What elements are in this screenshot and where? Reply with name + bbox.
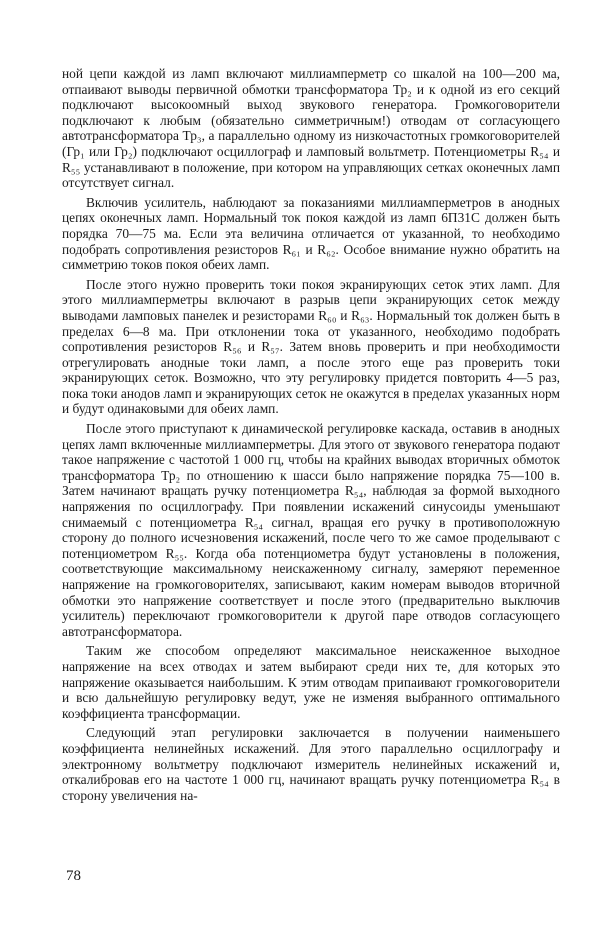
paragraph-4: После этого приступают к динамической регулировке каскада, оставив в анодных цепях ламп включенные миллиамперметры. Для этого от звукового генератора подают такое напряжение с частотой 1 000 гц, чтобы на крайних выводах вторичных обмоток трансформатора Тр₂ по отношению к шасси было напряжение порядка 75—100 в. Затем начинают вращать ручку потенциометра R₅₄, наблюдая за формой выходного напряжения по осциллографу. При появлении искажений синусоиды уменьшают снимаемый с потенциометра R₅₄ сигнал, вращая его ручку в противоположную сторону до полного исчезновения искажений, после чего то же самое проделывают с потенциометром R₅₅. Когда оба потенциометра будут установлены в положения, соответствующие максимальному неискаженному сигналу, замеряют переменное напряжение на громкоговорителях, записывают, каким номерам выводов вторичной обмотки это напряжение соответствует и после этого (предварительно выключив усилитель) переключают громкоговорители к другой паре отводов согласующего автотрансформатора. <box>62 421 560 639</box>
paragraph-5: Таким же способом определяют максимальное неискаженное выходное напряжение на всех отводах и затем выбирают среди них те, для которых это напряжение оказывается наибольшим. К этим отводам припаивают громкоговорители и всю дальнейшую регулировку ведут, уже не изменяя выбранного оптимального коэффициента трансформации. <box>62 643 560 721</box>
page-number: 78 <box>66 868 81 884</box>
paragraph-2: Включив усилитель, наблюдают за показаниями миллиамперметров в анодных цепях оконечных ламп. Нормальный ток покоя каждой из ламп 6П31С должен быть порядка 70—75 ма. Если эта величина отличается от указанной, то необходимо подобрать сопротивления резисторов R₆₁ и R₆₂. Особое внимание нужно обратить на симметрию токов покоя обеих ламп. <box>62 194 560 273</box>
paragraph-3: После этого нужно проверить токи покоя экранирующих сеток этих ламп. Для этого миллиамперметры включают в разрыв цепи экранирующих сеток между выводами ламповых панелек и резисторами R₆₀ и R₆₃. Нормальный ток должен быть в пределах 6—8 ма. При отклонении тока от указанного, необходимо подобрать сопротивления резисторов R₅₆ и R₅₇. Затем вновь проверить и при необходимости отрегулировать анодные токи ламп, а после этого еще раз проверить токи экранирующих сеток. Возможно, что эту регулировку придется повторить 4—5 раз, пока токи анодов ламп и экранирующих сеток не окажутся в пределах указанных норм и будут одинаковыми для обеих ламп. <box>62 276 560 417</box>
body-text <box>62 66 560 807</box>
paragraph-6: Следующий этап регулировки заключается в получении наименьшего коэффициента нелинейных искажений. Для этого параллельно осциллографу и электронному вольтметру подключают измеритель нелинейных искажений и, откалибровав его на частоте 1 000 гц, начинают вращать ручку потенциометра R₅₄ в сторону увеличения на- <box>62 725 560 803</box>
paragraph-1: ной цепи каждой из ламп включают миллиамперметр со шкалой на 100—200 ма, отпаивают выводы первичной обмотки трансформатора Тр₂ и к одной из его секций подключают высокоомный выход звукового генератора. Громкоговорители подключают к любым (обязательно симметричным!) отводам от согласующего автотрансформатора Тр₃, а параллельно одному из низкочастотных громкоговорителей (Гр₁ или Гр₂) подключают осциллограф и ламповый вольтметр. Потенциометры R₅₄ и R₅₅ устанавливают в положение, при котором на управляющих сетках оконечных ламп отсутствует сигнал. <box>62 66 560 191</box>
